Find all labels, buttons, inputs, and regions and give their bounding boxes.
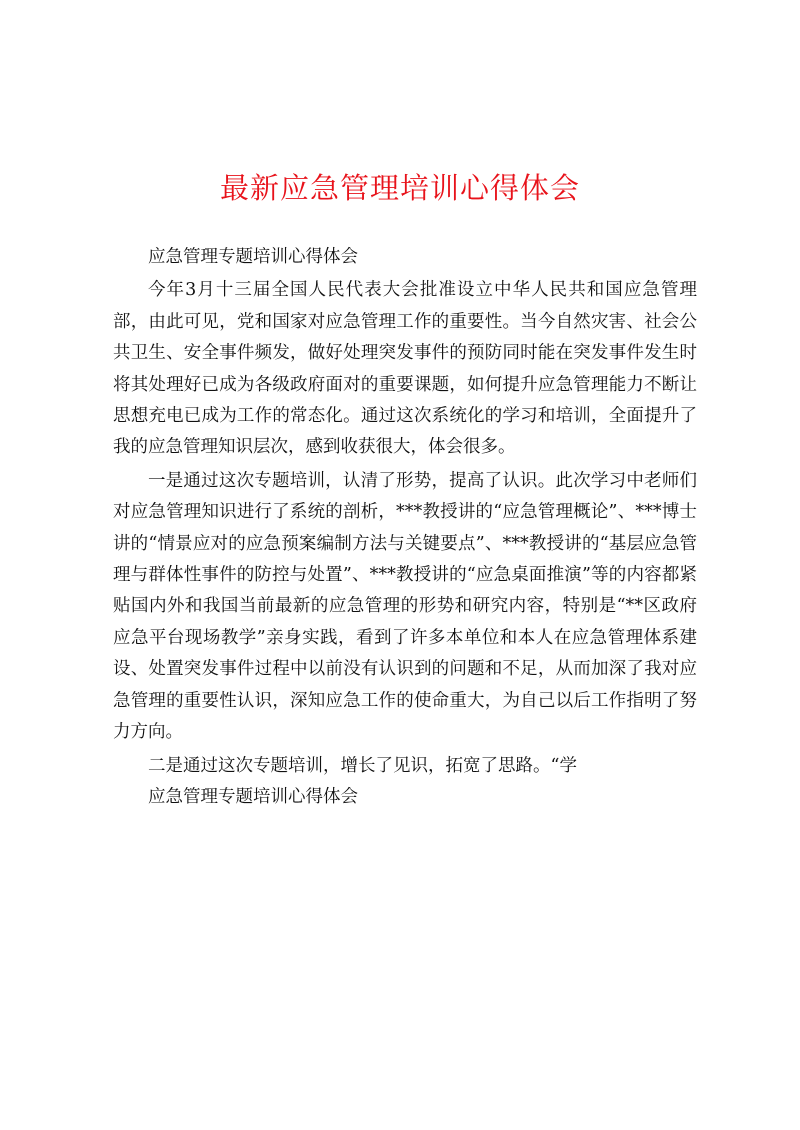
paragraph-repeated-subtitle: 应急管理专题培训心得体会	[148, 786, 358, 807]
paragraph-point-one: 一是通过这次专题培训，认清了形势，提高了认识。此次学习中老师们对应急管理知识进行了系统的剖析，***教授讲的“应急管理概论”、***博士讲的“情景应对的应急预案编制方法与关键要点”、***教授讲的“基层应急管理与群体性事件的防控与处置”、***教授讲的“应急桌面推演”等的内容都紧贴国内外和我国当前最新的应急管理的形势和研究内容，特别是“**区政府应急平台现场教学”亲身实践，看到了许多本单位和本人在应急管理体系建设、处置突发事件过程中以前没有认识到的问题和不足，从而加深了我对应急管理的重要性认识，深知应急工作的使命重大，为自己以后工作指明了努力方向。	[113, 470, 697, 743]
document-title: 最新应急管理培训心得体会	[219, 171, 580, 205]
document-body	[113, 242, 697, 813]
paragraph-point-two: 二是通过这次专题培训，增长了见识，拓宽了思路。“学	[148, 755, 577, 776]
paragraph-intro: 今年3月十三届全国人民代表大会批准设立中华人民共和国应急管理部，由此可见，党和国家对应急管理工作的重要性。当今自然灾害、社会公共卫生、安全事件频发，做好处理突发事件的预防同时能在突发事件发生时将其处理好已成为各级政府面对的重要课题，如何提升应急管理能力不断让思想充电已成为工作的常态化。通过这次系统化的学习和培训，全面提升了我的应急管理知识层次，感到收获很大，体会很多。	[113, 280, 697, 458]
paragraph-subtitle: 应急管理专题培训心得体会	[148, 247, 358, 267]
